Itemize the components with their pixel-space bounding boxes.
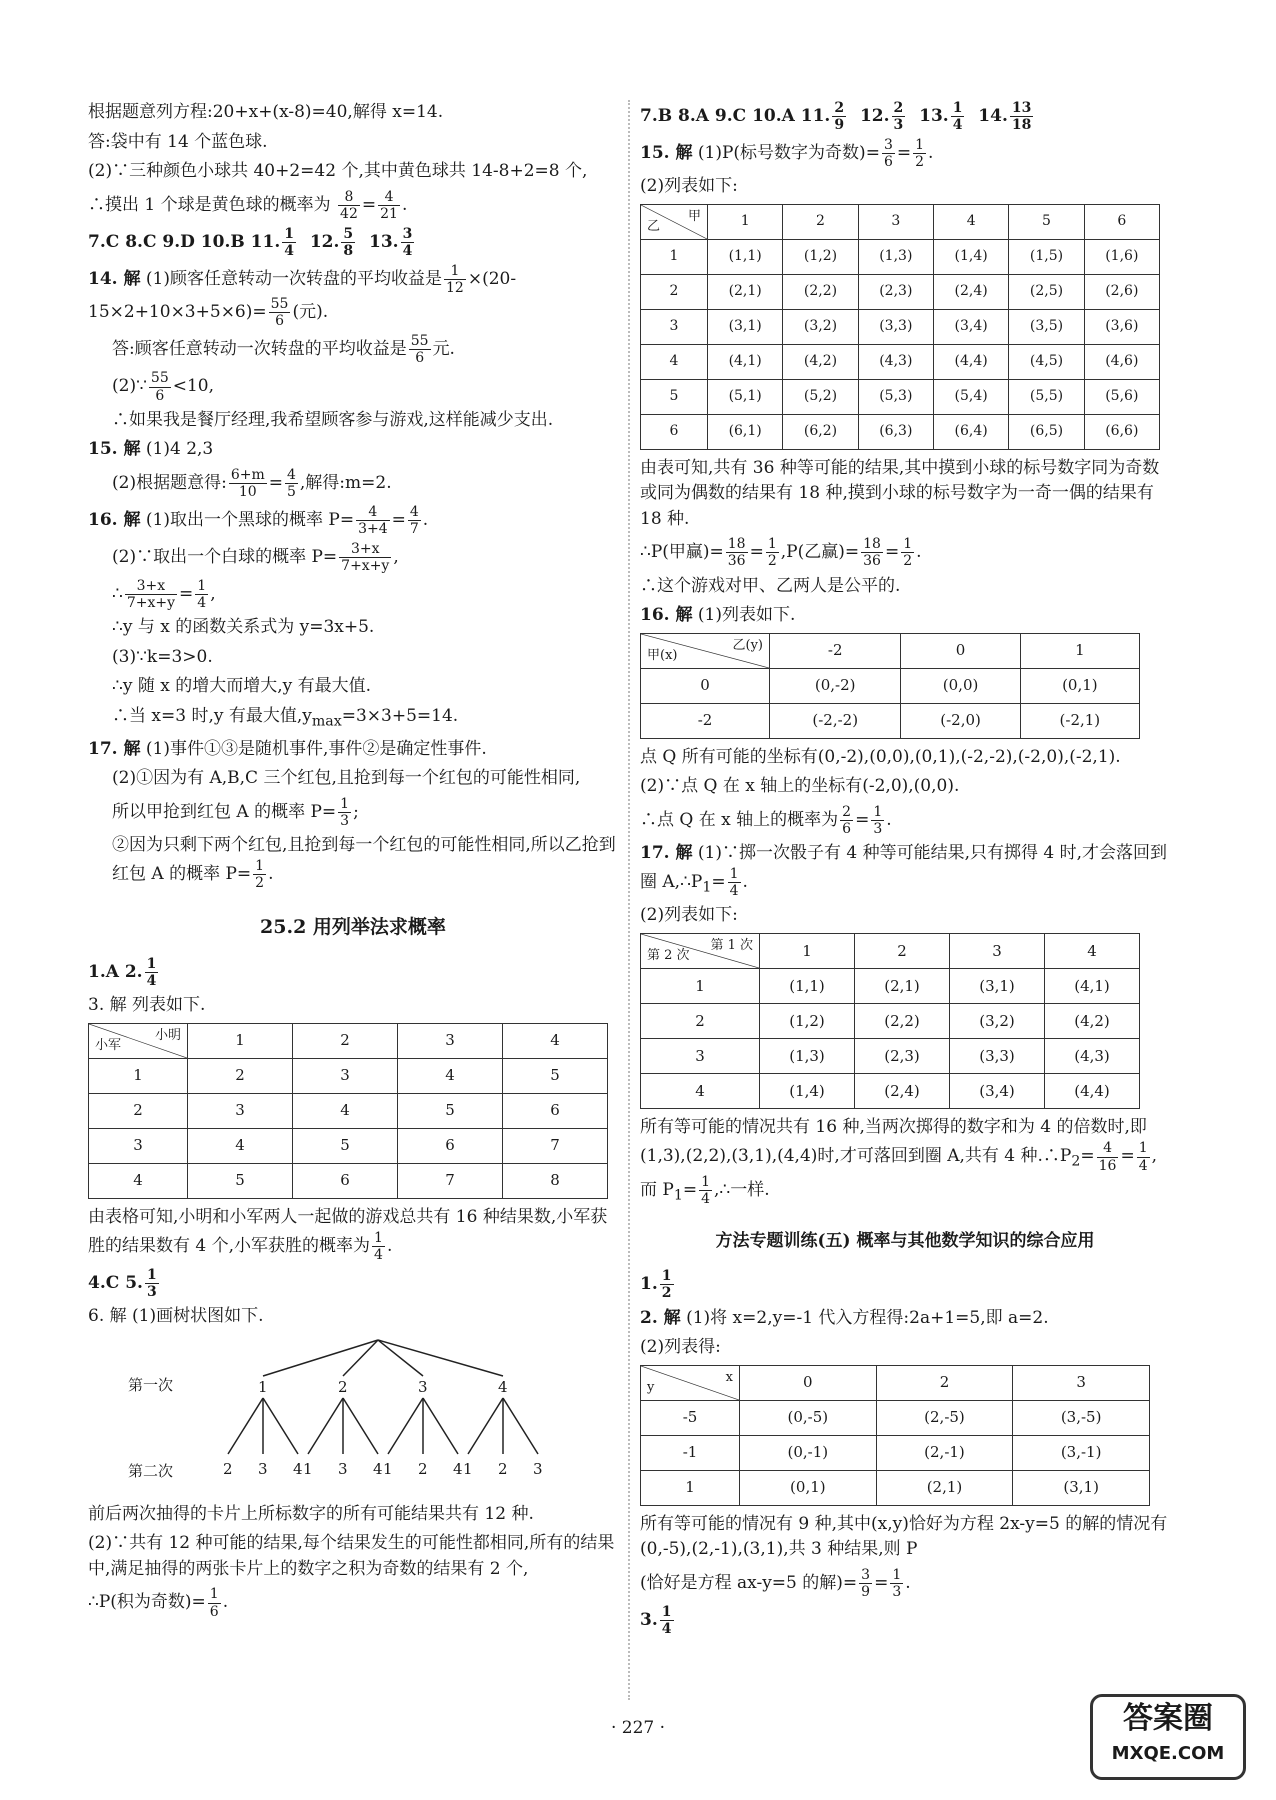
tree-diagram <box>88 1336 608 1496</box>
diagonal-header: 第 1 次 第 2 次 <box>641 933 760 968</box>
section-title: 方法专题训练(五) 概率与其他数学知识的综合应用 <box>715 1230 1095 1251</box>
tree-leaf: 1 <box>383 1459 393 1478</box>
text-line: (2)∵点 Q 在 x 轴上的坐标有(-2,0),(0,0). <box>640 776 960 797</box>
text-line: (3)∵k=3>0. <box>112 646 213 667</box>
answers-line: 7.C 8.C 9.D 10.B 11. $\frac{1}{4}$ 12. $\frac{5}{8}$ 13. $\frac{3}{4}$ <box>88 225 413 259</box>
q17-line: 17. 解 (1)∵掷一次骰子有 4 种等可能结果,只有掷得 4 时,才会落回到圈 $A,\therefore P_1=$ $\frac{1}{4}$ . <box>640 842 1168 900</box>
answers-line: 1.A 2. $\frac{1}{4}$ <box>88 955 157 989</box>
section-title: 25.2 用列举法求概率 <box>260 916 446 939</box>
q16-line: 16. 解 (1)列表如下. <box>640 605 796 626</box>
tree-leaf: 3 <box>533 1459 543 1478</box>
tree-leaf: 2 <box>223 1459 233 1478</box>
q15-line: 15. 解 (1)4 2,3 <box>88 439 214 460</box>
watermark-logo: 答案圈 MXQE.COM <box>1090 1694 1246 1780</box>
column-divider <box>628 100 630 1700</box>
q3-line: 3. 解 列表如下. <box>88 995 206 1016</box>
text-line: (2)根据题意得: $\frac{6+m}{10}$ = $\frac{4}{5}$ ,解得:m=2. <box>112 466 392 500</box>
text-line: (2)∵取出一个白球的概率 P= $\frac{3+x}{7+x+y}$ , <box>112 541 399 575</box>
text-line: ∴P(甲赢)= $\frac{18}{36}$ = $\frac{1}{2}$ ,P(乙赢)= $\frac{18}{36}$ = $\frac{1}{2}$ . <box>640 536 922 570</box>
text-line: 前后两次抽得的卡片上所标数字的所有可能结果共有 12 种. <box>88 1503 534 1524</box>
text-line: (2)∵三种颜色小球共 40+2=42 个,其中黄色球共 14-8+2=8 个, <box>88 161 588 181</box>
text-line: (恰好是方程 ax-y=5 的解)= $\frac{3}{9}$ = $\frac{1}{3}$ . <box>640 1566 911 1600</box>
q2-line: 2. 解 (1)将 x=2,y=-1 代入方程得:2a+1=5,即 a=2. <box>640 1307 1049 1328</box>
tree-leaf: 4 <box>293 1459 303 1478</box>
tree-leaf: 3 <box>338 1459 348 1478</box>
tree-leaf: 1 <box>303 1459 313 1478</box>
text-line: 由表格可知,小明和小军两人一起做的游戏总共有 16 种结果数,小军获胜的结果数有 4 个,小军获胜的概率为 $\frac{1}{4}$ . <box>88 1206 608 1264</box>
answers-line: 3. $\frac{1}{4}$ <box>640 1603 672 1637</box>
text-line: 点 Q 所有可能的坐标有(0,-2),(0,0),(0,1),(-2,-2),(-2,0),(-2,1). <box>640 746 1121 767</box>
table-row: 1 2 3 4 5 <box>89 1058 608 1093</box>
text-line: (2)∵共有 12 种可能的结果,每个结果发生的可能性都相同,所有的结果中,满足抽得的两张卡片上的数字之积为奇数的结果有 2 个, <box>88 1533 615 1579</box>
text-line: (2)①因为有 A,B,C 三个红包,且抢到每一个红包的可能性相同, <box>112 768 581 789</box>
text-line: ∴y 与 x 的函数关系式为 y=3x+5. <box>112 617 375 638</box>
table-row: 4 (4,1) (4,2) (4,3) (4,4) (4,5) (4,6) <box>641 344 1160 379</box>
table-row: -5 (0,-5) (2,-5) (3,-5) <box>641 1400 1150 1435</box>
text-line: (2)∵ $\frac{55}{6}$ <10, <box>112 370 215 404</box>
q17-line: 17. 解 (1)事件①③是随机事件,事件②是确定性事件. <box>88 738 487 759</box>
col-header: 1 <box>188 1023 293 1058</box>
pair-table-6x6: 甲 乙 1 2 3 4 5 6 1 (1,1) (1,2) (1,3) (1,4) (1,5) (1,6) 2 (2,1) (2,2) (2,3) (2,4) (2,5) (2,6) 3 (3,1) (3,2) (3,3) (3,4) (3,5) (3,6) 4 (4,1) (4,2) (4,3) (4,4) (4,5) (4,6) 5 (5,1) (5,2) (5,3) (5,4) (5,5) (5,6) 6 (6,1) (6,2) (6,3) (6,4) (6,5) (6,6) <box>640 204 1160 450</box>
table-row: 4 5 6 7 8 <box>89 1163 608 1198</box>
table-row: 1 (1,1) (2,1) (3,1) (4,1) <box>641 968 1140 1003</box>
tree-label: 第二次 <box>128 1461 174 1480</box>
answers-line: 1. $\frac{1}{2}$ <box>640 1268 672 1302</box>
q14-line: 14. 解 (1)顾客任意转动一次转盘的平均收益是 $\frac{1}{12}$ ×(20-15×2+10×3+5×6)= $\frac{55}{6}$ (元). <box>88 262 517 330</box>
text-line: (2)列表如下: <box>640 176 738 197</box>
tree-leaf: 3 <box>258 1459 268 1478</box>
text-line: ∴如果我是餐厅经理,我希望顾客参与游戏,这样能减少支出. <box>112 409 554 430</box>
fraction: $\frac{4}{21}$ <box>380 188 398 222</box>
tree-node: 3 <box>418 1377 428 1396</box>
diagonal-header: 乙(y) 甲(x) <box>641 633 770 668</box>
text-line: (2)列表如下: <box>640 905 738 926</box>
col-header: 3 <box>398 1023 503 1058</box>
text-line: ②因为只剩下两个红包,且抢到每一个红包的可能性相同,所以乙抢到红包 A 的概率 P= $\frac{1}{2}$ . <box>112 834 616 892</box>
tree-leaf: 4 <box>373 1459 383 1478</box>
tree-leaf: 2 <box>418 1459 428 1478</box>
table-row: 4 (1,4) (2,4) (3,4) (4,4) <box>641 1073 1140 1108</box>
text: ∴摸出 1 个球是黄色球的概率为 <box>88 194 331 215</box>
table-row: 3 (1,3) (2,3) (3,3) (4,3) <box>641 1038 1140 1073</box>
col-header: 2 <box>293 1023 398 1058</box>
text-line: ∴y 随 x 的增大而增大,y 有最大值. <box>112 676 372 697</box>
table-row: -2 (-2,-2) (-2,0) (-2,1) <box>641 703 1140 738</box>
tree-node: 1 <box>258 1377 268 1396</box>
table-row: 2 3 4 5 6 <box>89 1093 608 1128</box>
text-line: ∴ $\frac{3+x}{7+x+y}$ = $\frac{1}{4}$ , <box>112 578 216 612</box>
right-column <box>640 100 1170 1641</box>
q6-line: 6. 解 (1)画树状图如下. <box>88 1306 264 1327</box>
table-row: 3 4 5 6 7 <box>89 1128 608 1163</box>
text-line: 答:顾客任意转动一次转盘的平均收益是 $\frac{55}{6}$ 元. <box>112 333 455 367</box>
table-row: 0 (0,-2) (0,0) (0,1) <box>641 668 1140 703</box>
diagonal-header: 小明 小军 <box>89 1023 188 1058</box>
text-line: ∴P(积为奇数)= $\frac{1}{6}$ . <box>88 1586 229 1620</box>
table-row: 5 (5,1) (5,2) (5,3) (5,4) (5,5) (5,6) <box>641 379 1160 414</box>
text-line: 所有等可能的情况共有 16 种,当两次掷得的数字和为 4 的倍数时,即(1,3),(2,2),(3,1),(4,4)时,才可落回到圈 A,共有 4 种$.\therefore P_2=$ $\frac{4}{16}$ = $\frac{1}{4}$ ,而 $P_1=$ $\frac{1}{4}$ ,∴一样. <box>640 1116 1158 1207</box>
solution-table: x y 0 2 3 -5 (0,-5) (2,-5) (3,-5) -1 (0,-1) (2,-1) (3,-1) 1 (0,1) (2,1) (3,1) <box>640 1365 1150 1506</box>
answers-line: 7.B 8.A 9.C 10.A 11. $\frac{2}{9}$ 12. $\frac{2}{3}$ 13. $\frac{1}{4}$ 14. $\frac{13}{18}$ <box>640 100 1032 134</box>
text-line: 答:袋中有 14 个蓝色球. <box>88 131 268 152</box>
tree-node: 2 <box>338 1377 348 1396</box>
table-row: 3 (3,1) (3,2) (3,3) (3,4) (3,5) (3,6) <box>641 309 1160 344</box>
diagonal-header: x y <box>641 1365 740 1400</box>
text-line: 由表可知,共有 36 种等可能的结果,其中摸到小球的标号数字同为奇数或同为偶数的结果有 18 种,摸到小球的标号数字为一奇一偶的结果有 18 种. <box>640 457 1160 529</box>
table-row: 1 (1,1) (1,2) (1,3) (1,4) (1,5) (1,6) <box>641 239 1160 274</box>
table-row: 1 (0,1) (2,1) (3,1) <box>641 1470 1150 1505</box>
text-line: ∴摸出 1 个球是黄色球的概率为 $\frac{8}{42}$ = $\frac{4}{21}$ . <box>88 188 408 222</box>
table-row: 2 (2,1) (2,2) (2,3) (2,4) (2,5) (2,6) <box>641 274 1160 309</box>
text-line: (2)列表得: <box>640 1337 721 1357</box>
table-row: 2 (1,2) (2,2) (3,2) (4,2) <box>641 1003 1140 1038</box>
dice-table: 第 1 次 第 2 次 1 2 3 4 1 (1,1) (2,1) (3,1) (4,1) 2 (1,2) (2,2) (3,2) (4,2) 3 (1,3) (2,3) (3,3) (4,3) 4 (1,4) (2,4) (3,4) (4,4) <box>640 933 1140 1109</box>
text-line: ∴当 x=3 时,y 有最大值$,y_{max}=3\times 3+5=14$. <box>112 705 459 730</box>
text-line: ∴点 Q 在 x 轴上的概率为 $\frac{2}{6}$ = $\frac{1}{3}$ . <box>640 803 892 837</box>
text-line: 根据题意列方程:20+x+(x-8)=40,解得 x=14. <box>88 102 444 122</box>
sum-table <box>88 1023 608 1199</box>
tree-leaf: 2 <box>498 1459 508 1478</box>
text-line: 所有等可能的情况有 9 种,其中(x,y)恰好为方程 2x-y=5 的解的情况有(0,-5),(2,-1),(3,1),共 3 种结果,则 P <box>640 1513 1168 1559</box>
text-line: 所以甲抢到红包 A 的概率 P= $\frac{1}{3}$ ; <box>112 795 359 829</box>
coordinate-table: 乙(y) 甲(x) -2 0 1 0 (0,-2) (0,0) (0,1) -2 (-2,-2) (-2,0) (-2,1) <box>640 633 1140 739</box>
q15-line: 15. 解 (1)P(标号数字为奇数)= $\frac{3}{6}$ = $\frac{1}{2}$ . <box>640 137 934 171</box>
tree-leaf: 1 <box>463 1459 473 1478</box>
left-column <box>88 100 618 1624</box>
tree-label: 第一次 <box>128 1375 174 1394</box>
page-number: · 227 · <box>610 1718 666 1738</box>
diagonal-header: 甲 乙 <box>641 204 708 239</box>
q16-line: 16. 解 (1)取出一个黑球的概率 P= $\frac{4}{3+4}$ = $\frac{4}{7}$ . <box>88 503 429 537</box>
table-row: -1 (0,-1) (2,-1) (3,-1) <box>641 1435 1150 1470</box>
table-row: 6 (6,1) (6,2) (6,3) (6,4) (6,5) (6,6) <box>641 414 1160 449</box>
tree-leaf: 4 <box>453 1459 463 1478</box>
tree-node: 4 <box>498 1377 508 1396</box>
col-header: 4 <box>503 1023 608 1058</box>
text-line: ∴这个游戏对甲、乙两人是公平的. <box>640 575 901 596</box>
fraction: $\frac{8}{42}$ <box>340 188 358 222</box>
answers-line: 4.C 5. $\frac{1}{3}$ <box>88 1267 157 1301</box>
